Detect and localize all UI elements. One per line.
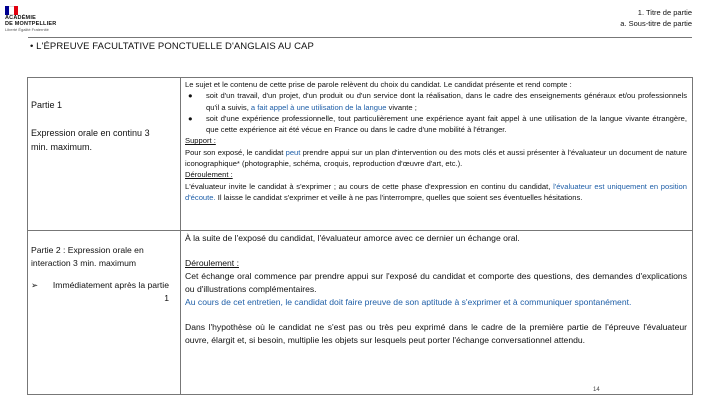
arrow-bullet-icon: ➢ xyxy=(31,280,39,290)
bullet1-text: soit d'un travail, d'un projet, d'un produit ou d'un service dont la réalisation, dans le cadre des enseignements généraux et/ou professionnels qu'il a suivis, xyxy=(206,91,687,112)
deroulement-text: L'évaluateur invite le candidat à s'exprimer ; au cours de cette phase d'expression en continu du candidat, l'évaluateur est uniquement en position d'écoute. Il laisse le candidat s'exprimer et veille à ne pas l'interrompre, quelles que soient ses éventuelles hésitations. xyxy=(185,181,687,202)
part-title: 1. Titre de partie xyxy=(637,8,692,17)
row1-part-label: Partie 1 xyxy=(31,100,63,110)
column-divider xyxy=(180,231,181,394)
bullet-icon: ● xyxy=(188,91,193,101)
row1-intro: Le sujet et le contenu de cette prise de parole relèvent du choix du candidat. Le candidat présente et rend compte : xyxy=(185,80,572,89)
logo-motto: Liberté Égalité Fraternité xyxy=(5,27,49,32)
row2-deroulement-text: Cet échange oral commence par prendre appui sur l'exposé du candidat et comporte des questions, des demandes d'explications ou d'illustrations complémentaires. xyxy=(185,271,687,294)
row1-part-desc: Expression orale en continu 3 min. maximum. xyxy=(31,128,150,152)
bullet1-highlight: a fait appel à une utilisation de la langue xyxy=(250,102,387,112)
row2-blue-text: Au cours de cet entretien, le candidat doit faire preuve de son aptitude à s'exprimer et à communiquer spontanément. xyxy=(185,297,632,307)
bullet1-end: vivante ; xyxy=(386,102,417,112)
logo-line1: ACADÉMIE xyxy=(5,15,36,21)
page-title: • L'ÉPREUVE FACULTATIVE PONCTUELLE D'ANGLAIS AU CAP xyxy=(30,41,314,52)
row2-hypothese: Dans l'hypothèse où le candidat ne s'est pas ou très peu exprimé dans le cadre de la première partie de l'épreuve l'évaluateur ouvre, élargit et, si besoin, multiplie les objets sur lesquels peut porter l'échange conversationnel attendu. xyxy=(185,322,687,345)
logo-line2: DE MONTPELLIER xyxy=(5,21,57,27)
table-row-part2 xyxy=(27,230,693,395)
row2-deroulement-heading: Déroulement : xyxy=(185,258,239,268)
page-number: 14 xyxy=(593,387,600,393)
row2-left-cell xyxy=(31,231,169,305)
deroulement-heading: Déroulement : xyxy=(185,170,233,180)
french-flag-icon xyxy=(5,6,18,15)
row2-arrow-text: Immédiatement après la partie 1 xyxy=(52,280,169,303)
part-subtitle: a. Sous-titre de partie xyxy=(620,19,692,28)
header-divider xyxy=(28,37,692,38)
column-divider xyxy=(180,78,181,230)
row1-right-cell xyxy=(185,79,687,203)
row2-part-label: Partie 2 : Expression orale en interaction 3 min. maximum xyxy=(31,245,144,268)
support-heading: Support : xyxy=(185,136,216,146)
table-row-part1 xyxy=(27,77,693,231)
support-text: Pour son exposé, le candidat peut prendre appui sur un plan d'intervention ou des mots clés et aussi présenter à l'évaluateur un document de nature iconographique* (photographie, schéma, croquis, reproduction d'œuvre d'art, etc.). xyxy=(185,147,687,169)
list-item xyxy=(185,113,687,136)
list-item xyxy=(31,279,169,305)
bullet2-text: soit d'une expérience professionnelle, tout particulièrement une expérience ayant fait appel à une utilisation de la langue vivante étrangère, que cette expérience ait été vécue en France ou dans le cadre d'une mobilité à l'étranger. xyxy=(206,113,687,135)
list-item xyxy=(185,90,687,113)
row2-intro: À la suite de l'exposé du candidat, l'évaluateur amorce avec ce dernier un échange oral. xyxy=(185,233,520,243)
row2-right-cell xyxy=(185,232,687,347)
bullet-icon: ● xyxy=(188,113,193,123)
row1-left-cell xyxy=(31,78,169,154)
header-titles xyxy=(620,7,692,29)
